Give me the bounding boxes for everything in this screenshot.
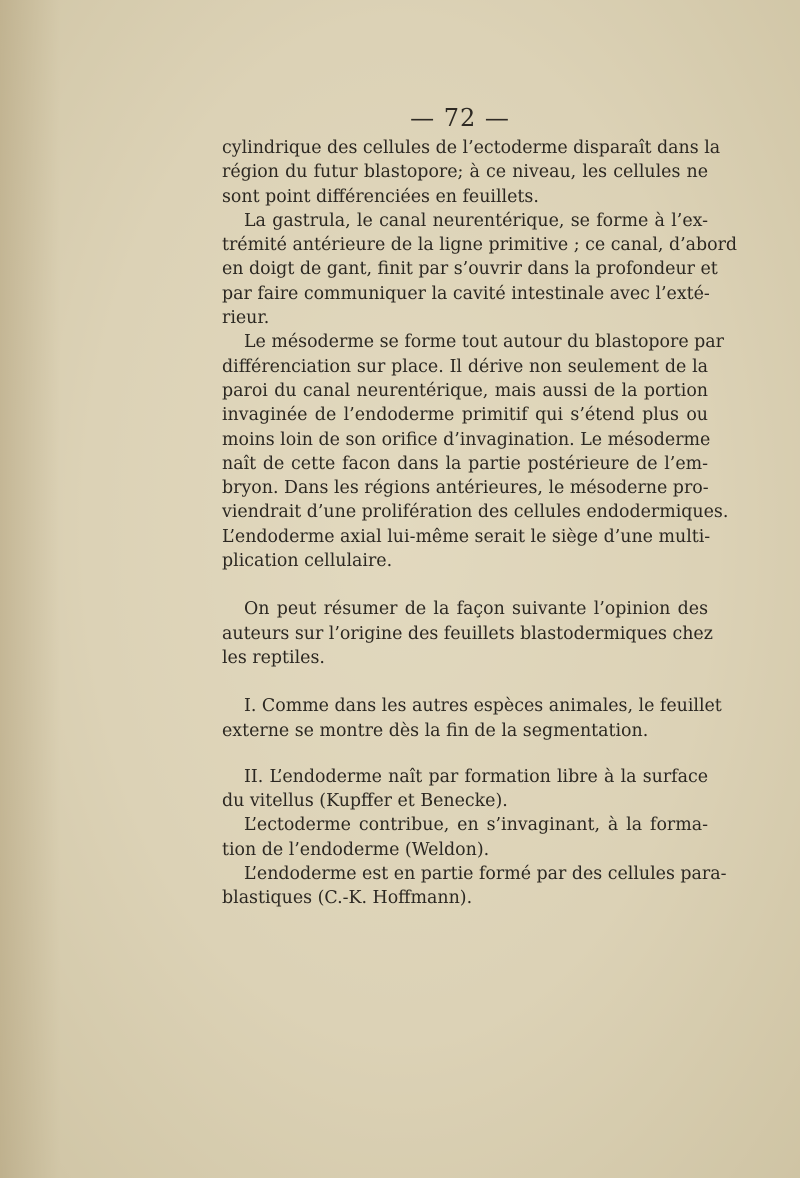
text-line: en doigt de gant, finit par s’ouvrir dans la profondeur et (222, 259, 718, 280)
text-line: plication cellulaire. (222, 551, 393, 572)
text-line: rieur. (222, 308, 270, 329)
text-line: par faire communiquer la cavité intestinale avec l’exté- (222, 283, 710, 304)
body-text (222, 136, 738, 911)
text-line: Le mésoderme se forme tout autour du blastopore par (244, 332, 724, 353)
text-line: On peut résumer de la façon suivante l’opinion des (244, 599, 708, 620)
text-line: tion de l’endoderme (Weldon). (222, 839, 490, 860)
text-line: bryon. Dans les régions antérieures, le mésoderne pro- (222, 478, 709, 499)
text-line: cylindrique des cellules de l’ectoderme disparaît dans la (222, 138, 721, 158)
paragraph-5 (222, 694, 722, 743)
text-line: naît de cette facon dans la partie postérieure de l’em- (222, 453, 708, 474)
text-line: L’endoderme axial lui-même serait le siège d’une multi- (222, 526, 711, 547)
paragraph-2 (222, 209, 738, 330)
text-line: les reptiles. (222, 647, 325, 668)
text-line: trémité antérieure de la ligne primitive ; ce canal, d’abord (222, 235, 738, 256)
text-line: moins loin de son orifice d’invagination. Le mésoderme (222, 429, 711, 450)
text-line: invaginée de l’endoderme primitif qui s’étend plus ou (222, 405, 708, 426)
text-line: du vitellus (Kupffer et Benecke). (222, 791, 508, 812)
text-line: blastiques (C.-K. Hoffmann). (222, 888, 473, 909)
text-line: II. L’endoderme naît par formation libre à la surface (244, 766, 708, 787)
text-line: viendrait d’une prolifération des cellules endodermiques. (222, 502, 729, 523)
text-line: La gastrula, le canal neurentérique, se forme à l’ex- (244, 210, 708, 231)
paragraph-1 (222, 136, 721, 209)
page-edge-shading (0, 0, 60, 1178)
text-line: auteurs sur l’origine des feuillets blastodermiques chez (222, 623, 713, 644)
text-line: région du futur blastopore; à ce niveau, les cellules ne (222, 162, 708, 183)
paragraph-4 (222, 597, 713, 670)
text-line: L’ectoderme contribue, en s’invaginant, à la forma- (244, 815, 708, 836)
page-number: — 72 — (410, 104, 510, 132)
text-line: L’endoderme est en partie formé par des cellules para- (244, 864, 727, 885)
text-line: externe se montre dès la fin de la segmentation. (222, 720, 649, 741)
paragraph-3 (222, 330, 729, 573)
text-line: différenciation sur place. Il dérive non seulement de la (222, 356, 708, 377)
text-line: sont point différenciées en feuillets. (222, 186, 539, 207)
text-line: I. Comme dans les autres espèces animales, le feuillet (244, 696, 722, 717)
text-line: paroi du canal neurentérique, mais aussi de la portion (222, 380, 708, 401)
paragraph-6 (222, 765, 727, 911)
